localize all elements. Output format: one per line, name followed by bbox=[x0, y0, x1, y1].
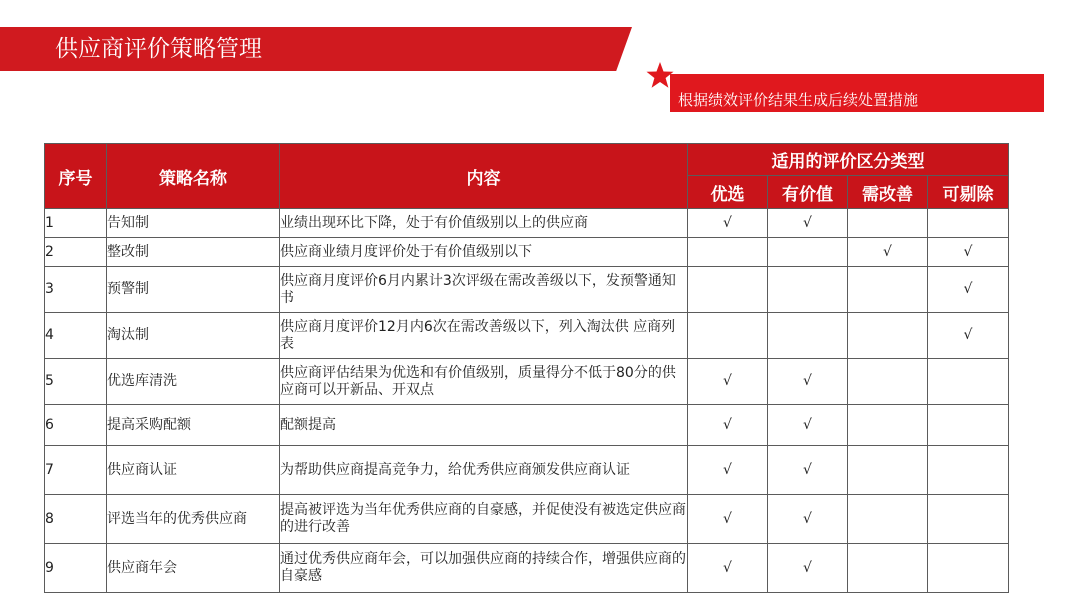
mark-cell-valuable bbox=[768, 544, 848, 593]
row-no: 6 bbox=[45, 405, 107, 446]
mark-cell-remove bbox=[928, 238, 1009, 267]
row-strategy-name: 淘汰制 bbox=[107, 313, 280, 359]
row-content: 供应商月度评价12月内6次在需改善级以下，列入淘汰供 应商列表 bbox=[280, 313, 688, 359]
row-strategy-name: 评选当年的优秀供应商 bbox=[107, 495, 280, 544]
row-strategy-name: 预警制 bbox=[107, 267, 280, 313]
table-row bbox=[45, 313, 1009, 359]
mark-cell-preferred bbox=[688, 405, 768, 446]
row-content: 供应商月度评价6月内累计3次评级在需改善级以下，发预警通知书 bbox=[280, 267, 688, 313]
mark-cell-valuable bbox=[768, 209, 848, 238]
mark-cell-preferred bbox=[688, 495, 768, 544]
check-mark-icon: √ bbox=[963, 281, 973, 297]
row-strategy-name: 供应商认证 bbox=[107, 446, 280, 495]
check-mark-icon: √ bbox=[803, 416, 812, 433]
mark-cell-improve bbox=[848, 359, 928, 405]
page-title: 供应商评价策略管理 bbox=[55, 36, 262, 62]
header-type-improve: 需改善 bbox=[848, 176, 928, 209]
row-content: 业绩出现环比下降，处于有价值级别以上的供应商 bbox=[280, 209, 688, 238]
mark-cell-remove bbox=[928, 313, 1009, 359]
row-strategy-name: 告知制 bbox=[107, 209, 280, 238]
table-row bbox=[45, 495, 1009, 544]
row-no: 2 bbox=[45, 238, 107, 267]
mark-cell-remove bbox=[928, 209, 1009, 238]
mark-cell-valuable bbox=[768, 495, 848, 544]
row-content: 为帮助供应商提高竞争力，给优秀供应商颁发供应商认证 bbox=[280, 446, 688, 495]
check-mark-icon: √ bbox=[803, 510, 812, 527]
header-name: 策略名称 bbox=[107, 144, 280, 209]
check-mark-icon: √ bbox=[803, 214, 812, 231]
mark-cell-valuable bbox=[768, 359, 848, 405]
row-content: 通过优秀供应商年会，可以加强供应商的持续合作，增强供应商的自豪感 bbox=[280, 544, 688, 593]
row-no: 8 bbox=[45, 495, 107, 544]
row-content: 提高被评选为当年优秀供应商的自豪感，并促使没有被选定供应商的进行改善 bbox=[280, 495, 688, 544]
mark-cell-valuable bbox=[768, 238, 848, 267]
row-strategy-name: 整改制 bbox=[107, 238, 280, 267]
header-content: 内容 bbox=[280, 144, 688, 209]
row-no: 7 bbox=[45, 446, 107, 495]
mark-cell-improve bbox=[848, 267, 928, 313]
check-mark-icon: √ bbox=[963, 327, 973, 343]
row-no: 3 bbox=[45, 267, 107, 313]
mark-cell-preferred bbox=[688, 267, 768, 313]
row-strategy-name: 优选库清洗 bbox=[107, 359, 280, 405]
row-no: 1 bbox=[45, 209, 107, 238]
table-row bbox=[45, 544, 1009, 593]
mark-cell-improve bbox=[848, 313, 928, 359]
mark-cell-improve bbox=[848, 446, 928, 495]
mark-cell-remove bbox=[928, 359, 1009, 405]
header-type-group: 适用的评价区分类型 bbox=[688, 144, 1009, 176]
check-mark-icon: √ bbox=[883, 243, 892, 260]
table-row bbox=[45, 209, 1009, 238]
header-type-valuable: 有价值 bbox=[768, 176, 848, 209]
header-no: 序号 bbox=[45, 144, 107, 209]
table-row bbox=[45, 405, 1009, 446]
mark-cell-valuable bbox=[768, 313, 848, 359]
check-mark-icon: √ bbox=[723, 416, 732, 433]
mark-cell-remove bbox=[928, 495, 1009, 544]
mark-cell-improve bbox=[848, 495, 928, 544]
mark-cell-improve bbox=[848, 209, 928, 238]
mark-cell-valuable bbox=[768, 446, 848, 495]
check-mark-icon: √ bbox=[723, 461, 732, 478]
header-type-preferred: 优选 bbox=[688, 176, 768, 209]
row-content: 供应商业绩月度评价处于有价值级别以下 bbox=[280, 238, 688, 267]
mark-cell-preferred bbox=[688, 313, 768, 359]
mark-cell-improve bbox=[848, 544, 928, 593]
row-content: 供应商评估结果为优选和有价值级别，质量得分不低于80分的供应商可以开新品、开双点 bbox=[280, 359, 688, 405]
check-mark-icon: √ bbox=[723, 559, 732, 576]
mark-cell-remove bbox=[928, 267, 1009, 313]
check-mark-icon: √ bbox=[723, 214, 732, 231]
mark-cell-preferred bbox=[688, 359, 768, 405]
page-subtitle: 根据绩效评价结果生成后续处置措施 bbox=[678, 91, 919, 109]
mark-cell-valuable bbox=[768, 405, 848, 446]
header-type-remove: 可剔除 bbox=[928, 176, 1009, 209]
mark-cell-improve bbox=[848, 238, 928, 267]
table-row bbox=[45, 359, 1009, 405]
check-mark-icon: √ bbox=[963, 243, 973, 260]
table-row bbox=[45, 267, 1009, 313]
row-no: 5 bbox=[45, 359, 107, 405]
row-no: 4 bbox=[45, 313, 107, 359]
check-mark-icon: √ bbox=[803, 559, 812, 576]
mark-cell-remove bbox=[928, 446, 1009, 495]
table-row bbox=[45, 446, 1009, 495]
mark-cell-improve bbox=[848, 405, 928, 446]
row-strategy-name: 提高采购配额 bbox=[107, 405, 280, 446]
table-row bbox=[45, 238, 1009, 267]
mark-cell-preferred bbox=[688, 209, 768, 238]
row-content: 配额提高 bbox=[280, 405, 688, 446]
row-strategy-name: 供应商年会 bbox=[107, 544, 280, 593]
mark-cell-valuable bbox=[768, 267, 848, 313]
mark-cell-preferred bbox=[688, 446, 768, 495]
check-mark-icon: √ bbox=[723, 510, 732, 527]
strategy-table bbox=[44, 143, 1009, 593]
mark-cell-preferred bbox=[688, 544, 768, 593]
row-no: 9 bbox=[45, 544, 107, 593]
check-mark-icon: √ bbox=[803, 461, 812, 478]
mark-cell-preferred bbox=[688, 238, 768, 267]
mark-cell-remove bbox=[928, 405, 1009, 446]
check-mark-icon: √ bbox=[723, 373, 732, 389]
check-mark-icon: √ bbox=[803, 373, 812, 389]
mark-cell-remove bbox=[928, 544, 1009, 593]
